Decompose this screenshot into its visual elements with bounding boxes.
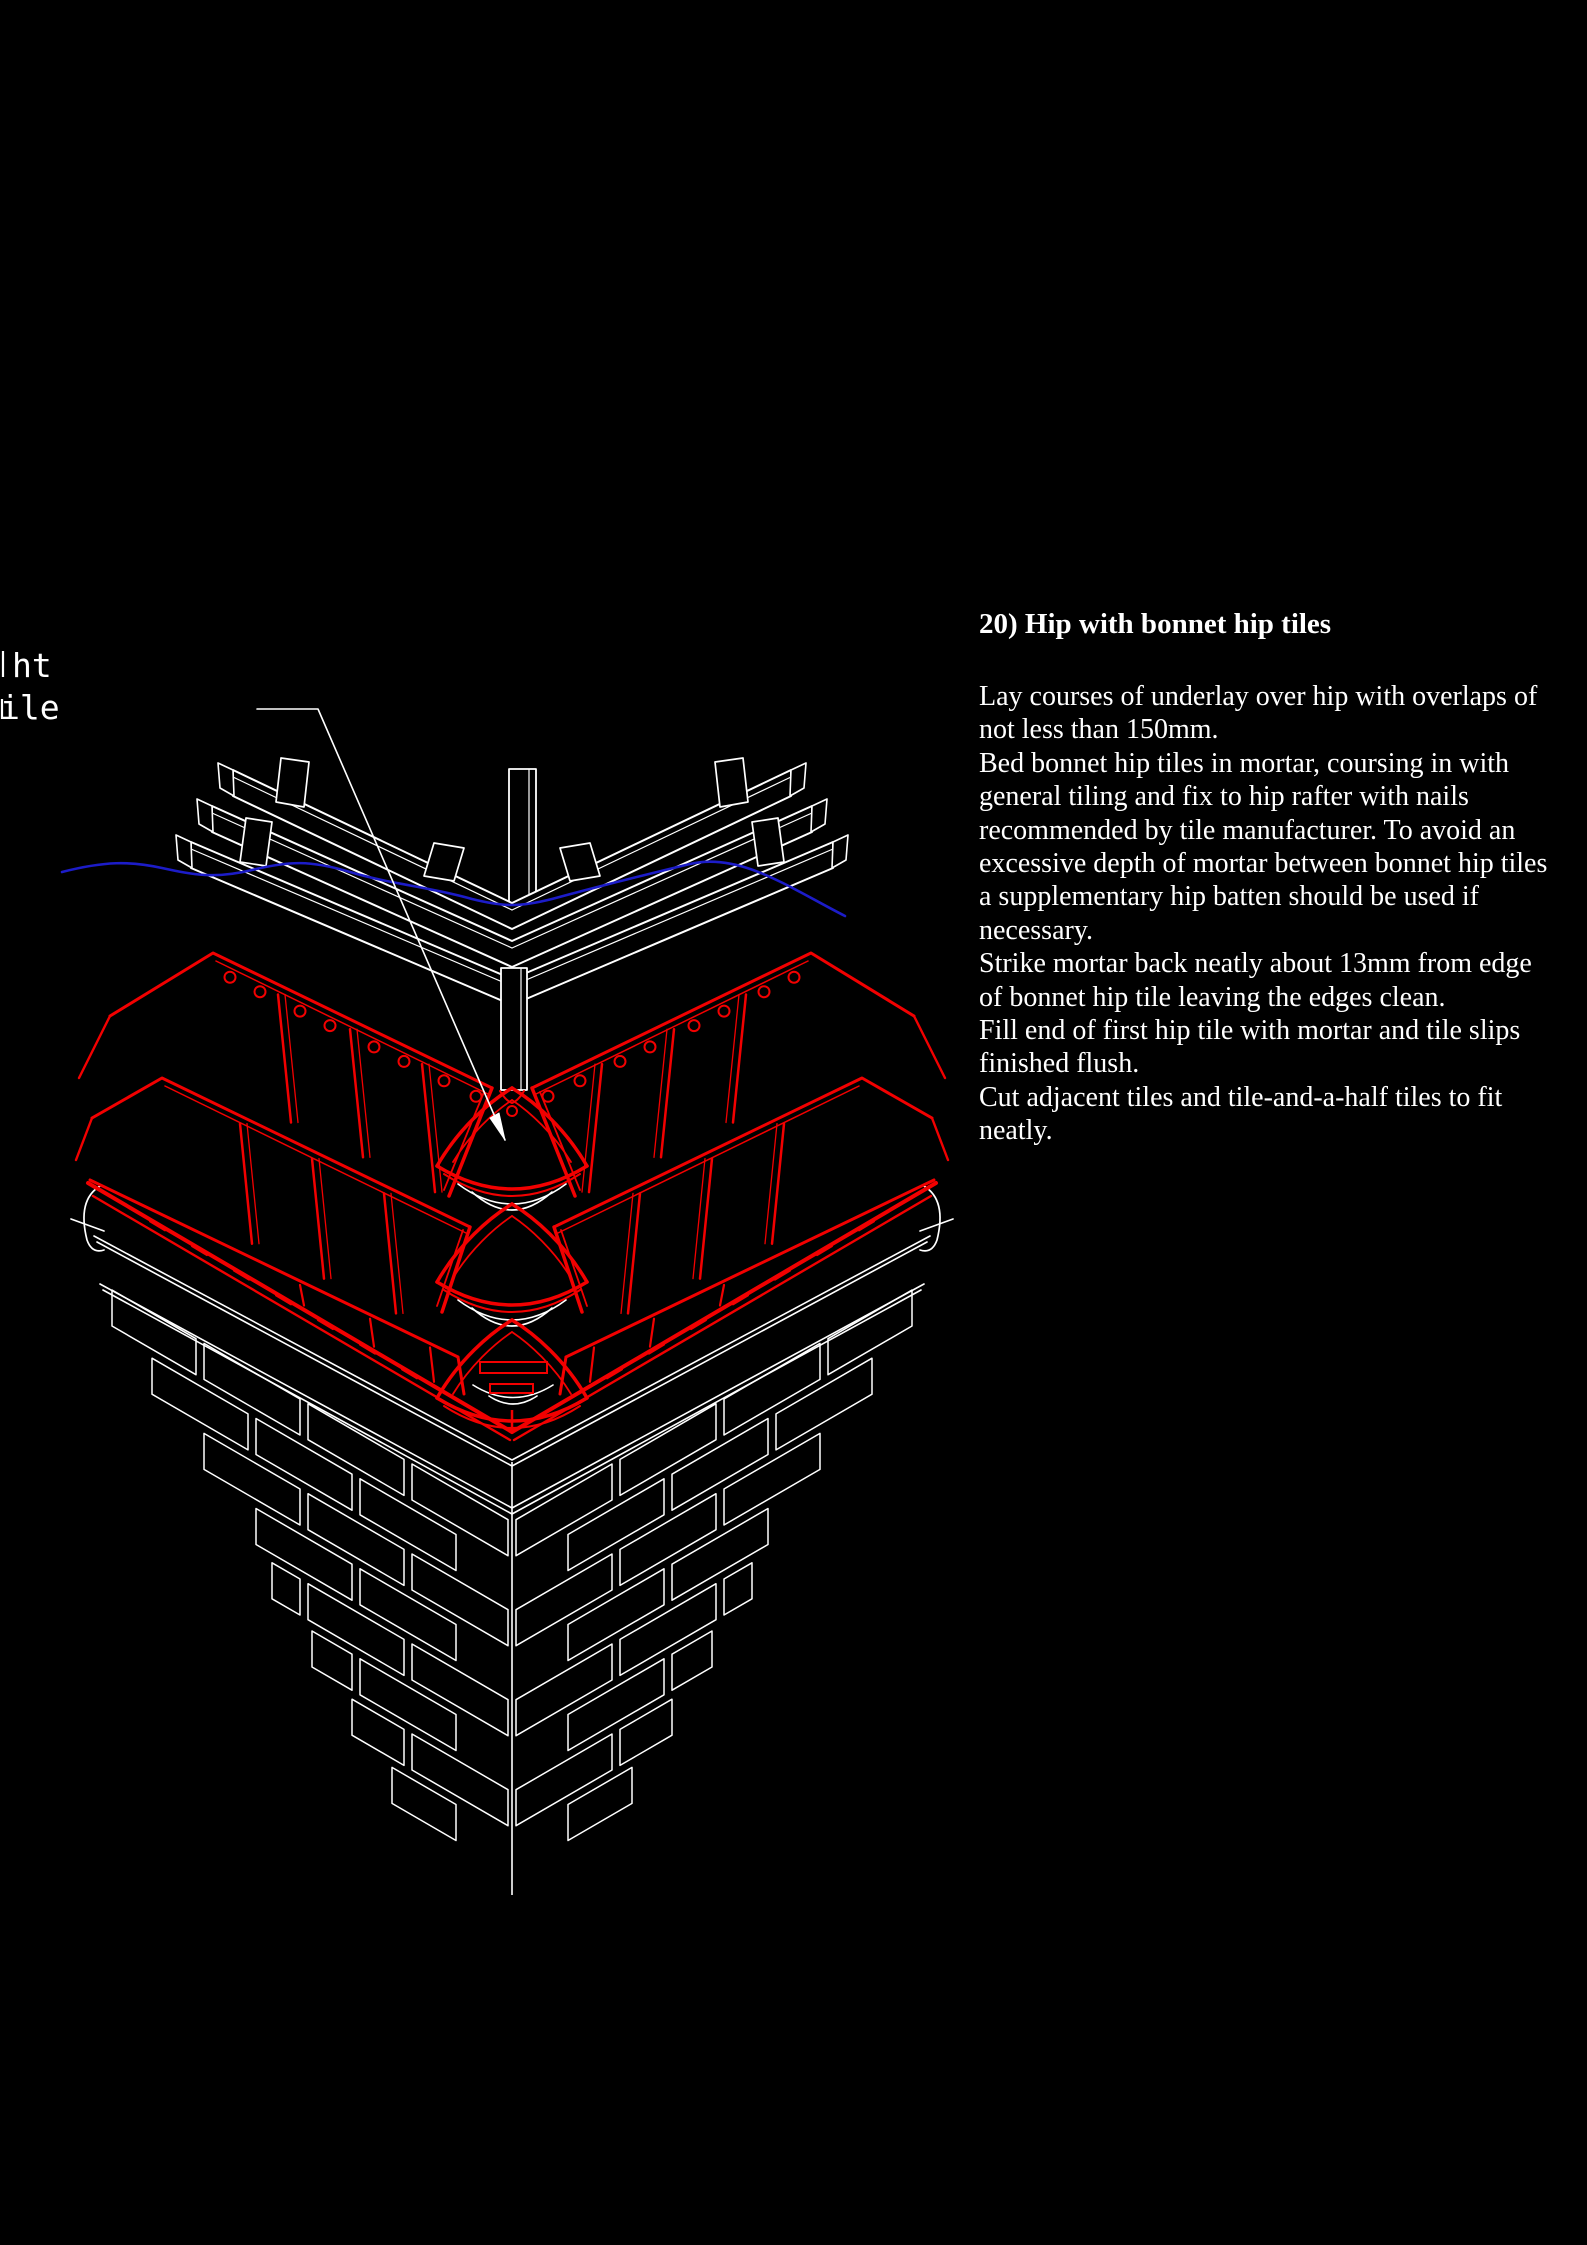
nail-hole [789, 972, 800, 983]
course2-outer-edge [932, 1118, 948, 1160]
brick-wall [112, 1290, 912, 1895]
hip-rafter-lower [501, 968, 527, 1090]
tile-joint [589, 1064, 602, 1192]
annotation-line: Strike mortar back neatly about 13mm from edge [979, 948, 1532, 980]
batten-tail [715, 758, 748, 807]
hip-rafter-top [509, 769, 536, 905]
course1-top-edge [216, 961, 488, 1094]
brick [724, 1563, 752, 1615]
tile-joint [384, 1193, 396, 1313]
tile-joint [300, 1285, 304, 1306]
gutter-spout [920, 1219, 953, 1231]
tile-joint [370, 1319, 374, 1347]
nail-hole [255, 986, 266, 997]
tile-joint [319, 1159, 331, 1279]
batten-end [790, 763, 806, 796]
nail-hole [325, 1020, 336, 1031]
mortar-arc [473, 1385, 553, 1398]
batten-end [218, 763, 234, 796]
tile-joint [661, 1029, 674, 1157]
nail-hole [719, 1006, 730, 1017]
tile-joint [590, 1348, 594, 1382]
batten-tail [752, 818, 784, 866]
batten-tail [424, 843, 464, 881]
annotation-line: Fill end of first hip tile with mortar and tile slips [979, 1015, 1521, 1047]
course1-outer-edge [79, 1016, 110, 1078]
nail-hole [295, 1006, 306, 1017]
gutter-spout [71, 1219, 104, 1231]
tile-joint [430, 1348, 434, 1382]
tile-joint [733, 995, 746, 1123]
batten-end [811, 799, 827, 832]
mortar-curve [472, 1192, 552, 1210]
annotation-line: Lay courses of underlay over hip with overlaps of [979, 681, 1538, 712]
course2-outer-edge [76, 1118, 92, 1160]
annotation-line: a supplementary hip batten should be used if [979, 881, 1479, 913]
nail-hole [471, 1091, 482, 1102]
annotation-line: Bed bonnet hip tiles in mortar, coursing in with [979, 747, 1510, 779]
nail-hole [645, 1041, 656, 1052]
batten-tail [240, 818, 272, 866]
label-fragment-line1: ht [12, 646, 52, 685]
course2-top-edge [558, 1086, 859, 1233]
nail-hole [399, 1056, 410, 1067]
annotation-line: finished flush. [979, 1048, 1140, 1080]
annotation-body [979, 680, 1579, 1148]
annotation-line: general tiling and fix to hip rafter with nails [979, 781, 1469, 813]
mortar-curve [472, 1308, 552, 1326]
tile-joint [247, 1124, 259, 1244]
nail-hole [689, 1020, 700, 1031]
tile-joint [278, 995, 291, 1123]
batten-tail [560, 843, 600, 881]
annotation-line: not less than 150mm. [979, 714, 1219, 746]
tile-joint [422, 1064, 435, 1192]
course2-top [554, 1078, 932, 1227]
bonnet-bottom-edge [444, 1290, 580, 1312]
batten-end [197, 799, 213, 832]
annotation-line: necessary. [979, 914, 1094, 946]
hip-rafter-upper [509, 769, 536, 905]
tile-joint [628, 1193, 640, 1313]
course2-top-edge [165, 1086, 466, 1233]
section-title: 20) Hip with bonnet hip tiles [979, 608, 1332, 640]
tile-joint [772, 1124, 784, 1244]
nail-hole [615, 1056, 626, 1067]
tile-joint [693, 1159, 705, 1279]
annotation-line: Cut adjacent tiles and tile-and-a-half tiles to fit [979, 1081, 1503, 1113]
tile-joint [621, 1193, 633, 1313]
nail-hole [507, 1106, 517, 1116]
hip-cut-edge [444, 1092, 484, 1190]
tile-joint [700, 1159, 712, 1279]
tile-joint [391, 1193, 403, 1313]
annotation-line: neatly. [979, 1115, 1053, 1147]
batten-tail [276, 758, 309, 807]
tile-joint [312, 1159, 324, 1279]
batten-end [832, 835, 848, 868]
nail-hole [439, 1075, 450, 1086]
course1-top-edge [536, 961, 808, 1094]
tile-joint [720, 1285, 724, 1306]
hip-cut-edge [540, 1092, 580, 1190]
tile-joint [650, 1319, 654, 1347]
tile-slip [490, 1384, 533, 1393]
nail-hole [543, 1091, 554, 1102]
tile-joint [240, 1124, 252, 1244]
nail-hole [575, 1075, 586, 1086]
leader-arrow-icon [490, 1113, 505, 1140]
mortar-and-tile-slips [473, 1362, 553, 1432]
batten-end [176, 835, 192, 868]
bonnet-side [512, 1088, 587, 1166]
brick [272, 1563, 300, 1615]
nail-hole [225, 972, 236, 983]
bonnet-bottom-edge [444, 1174, 580, 1196]
nail-hole [369, 1041, 380, 1052]
course2-top [92, 1078, 470, 1227]
tile-slip [480, 1362, 547, 1373]
tile-joint [765, 1124, 777, 1244]
nail-hole [759, 986, 770, 997]
course1-outer-edge [914, 1016, 945, 1078]
annotation-line: excessive depth of mortar between bonnet hip tiles [979, 848, 1548, 880]
hip-rafter-bottom [501, 968, 527, 1090]
label-fragment-line2: ile [0, 688, 60, 727]
annotation-block [979, 608, 1579, 1148]
annotation-line: recommended by tile manufacturer. To avoid an [979, 814, 1516, 846]
annotation-line: of bonnet hip tile leaving the edges clean. [979, 981, 1446, 1013]
tile-joint [350, 1029, 363, 1157]
